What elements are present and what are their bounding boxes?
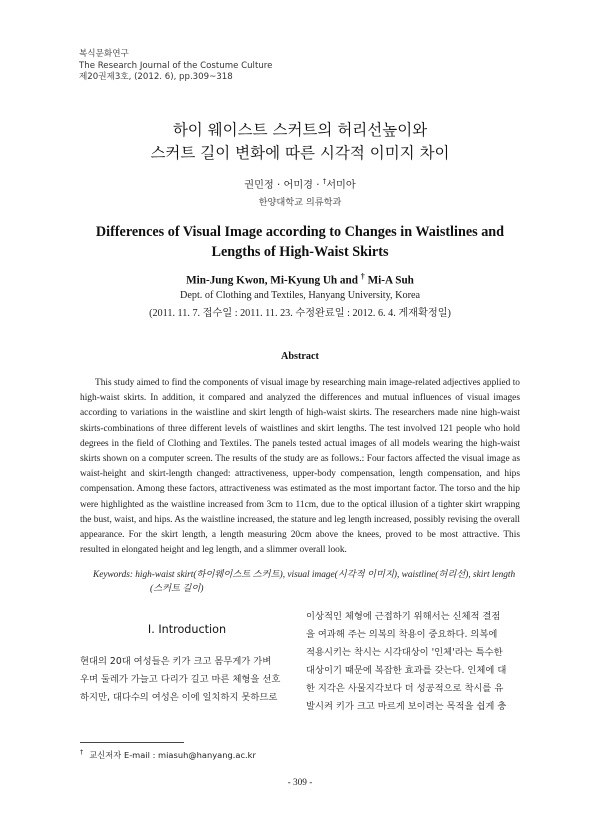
abstract-heading: Abstract: [281, 351, 319, 362]
journal-header: [79, 49, 272, 84]
authors-english-names: Min-Jung Kwon, Mi-Kyung Uh and: [186, 274, 361, 287]
authors-korean-names: 권민정 · 어미경 ·: [244, 180, 323, 191]
section-heading-introduction: Ⅰ. Introduction: [147, 623, 227, 636]
journal-issue: 제20권제3호, (2012. 6), pp.309~318: [79, 72, 233, 83]
journal-name-ko: 복식문화연구: [79, 49, 129, 59]
right-line: 한 지각은 사물지각보다 더 성공적으로 착시를 유: [306, 683, 504, 694]
keywords-line2: (스커트 길이): [150, 584, 204, 594]
affiliation-korean: 한양대학교 의류학과: [258, 197, 342, 208]
left-line: 하지만, 대다수의 여성은 이에 일치하지 못하므로: [80, 692, 278, 703]
authors-korean-last: 서미아: [326, 180, 356, 191]
footnote-text: 교신저자 E-mail : miasuh@hanyang.ac.kr: [89, 749, 256, 760]
page-number: - 309 -: [287, 778, 313, 788]
title-english-line1: Differences of Visual Image according to Changes in Waistlines and: [95, 224, 505, 240]
corresponding-mark-en: †: [360, 272, 365, 281]
keywords-line1: Keywords: high-waist skirt(하이웨이스트 스커트), visual image(시각적 이미지), waistline(허리선), skirt length: [93, 570, 516, 580]
right-line: 을 여과해 주는 의복의 착용이 중요하다. 의복에: [306, 629, 498, 640]
right-column-text: [306, 608, 522, 716]
authors-korean: [0, 176, 600, 191]
title-korean-line2: 스커트 길이 변화에 따른 시각적 이미지 차이: [150, 144, 450, 162]
keywords: [93, 568, 523, 596]
right-line: 대상이기 때문에 복잡한 효과를 갖는다. 인체에 대: [306, 665, 507, 676]
affiliation-english: Dept. of Clothing and Textiles, Hanyang University, Korea: [179, 290, 421, 301]
abstract-text: This study aimed to find the components of visual image by researching main image-related adjectives applied to high-waist skirts. In addition, it compared and analyzed the differences and mutual influences of visual images according to variations in the waistline and skirt length of high-waist skirts. The researchers made nine high-waist skirts-combinations of three different levels of waistlines and skirt lengths. The test involved 121 people who hold degrees in the field of Clothing and Textiles. The panels tested actual images of all models wearing the high-waist skirts shown on a computer screen. The results of the study are as follows.: Four factors affected the visual image as waist-height and skirt-length changed: attractiveness, upper-body compensation, length compensation, and hips compensation. Among these factors, attractiveness was estimated as the most important factor. The torso and the hip were highlighted as the waistline increased from 3cm to 11cm, due to the optical illusion of a tighter skirt wrapping the bust, waist, and hips. As the waistline increased, the stature and leg length increased, possibly revising the overall appearance. For the skirt length, a length measuring 20cm above the knees, proved to be most attractive. This resulted in elongated height and leg length, and a slimmer overall look.: [80, 378, 520, 556]
title-english: [0, 222, 600, 262]
journal-name-en: The Research Journal of the Costume Culture: [79, 60, 273, 71]
footnote-mark: †: [80, 748, 84, 756]
title-english-line2: Lengths of High-Waist Skirts: [211, 244, 389, 260]
right-line: 이상적인 체형에 근접하기 위해서는 신체적 결점: [306, 611, 501, 622]
corresponding-mark-ko: †: [322, 177, 327, 186]
footnote-divider: [80, 742, 184, 743]
title-korean: [0, 119, 600, 165]
submission-dates: (2011. 11. 7. 접수일 : 2011. 11. 23. 수정완료일 : 2012. 6. 4. 게재확정일): [149, 308, 451, 319]
authors-english: [0, 272, 600, 287]
footnote: [80, 748, 256, 761]
title-korean-line1: 하이 웨이스트 스커트의 허리선높이와: [172, 121, 428, 139]
left-line: 우며 둘레가 가늘고 다리가 길고 마른 체형을 선호: [80, 674, 281, 685]
left-line: 현대의 20대 여성들은 키가 크고 몸무게가 가벼: [80, 656, 272, 667]
right-line: 적용시키는 착시는 시각대상이 '인체'라는 특수한: [306, 647, 503, 658]
right-line: 발시켜 키가 크고 마르게 보이려는 목적을 쉽게 충: [306, 701, 507, 712]
left-column-text: [80, 653, 296, 707]
authors-english-last: Mi-A Suh: [367, 274, 414, 287]
